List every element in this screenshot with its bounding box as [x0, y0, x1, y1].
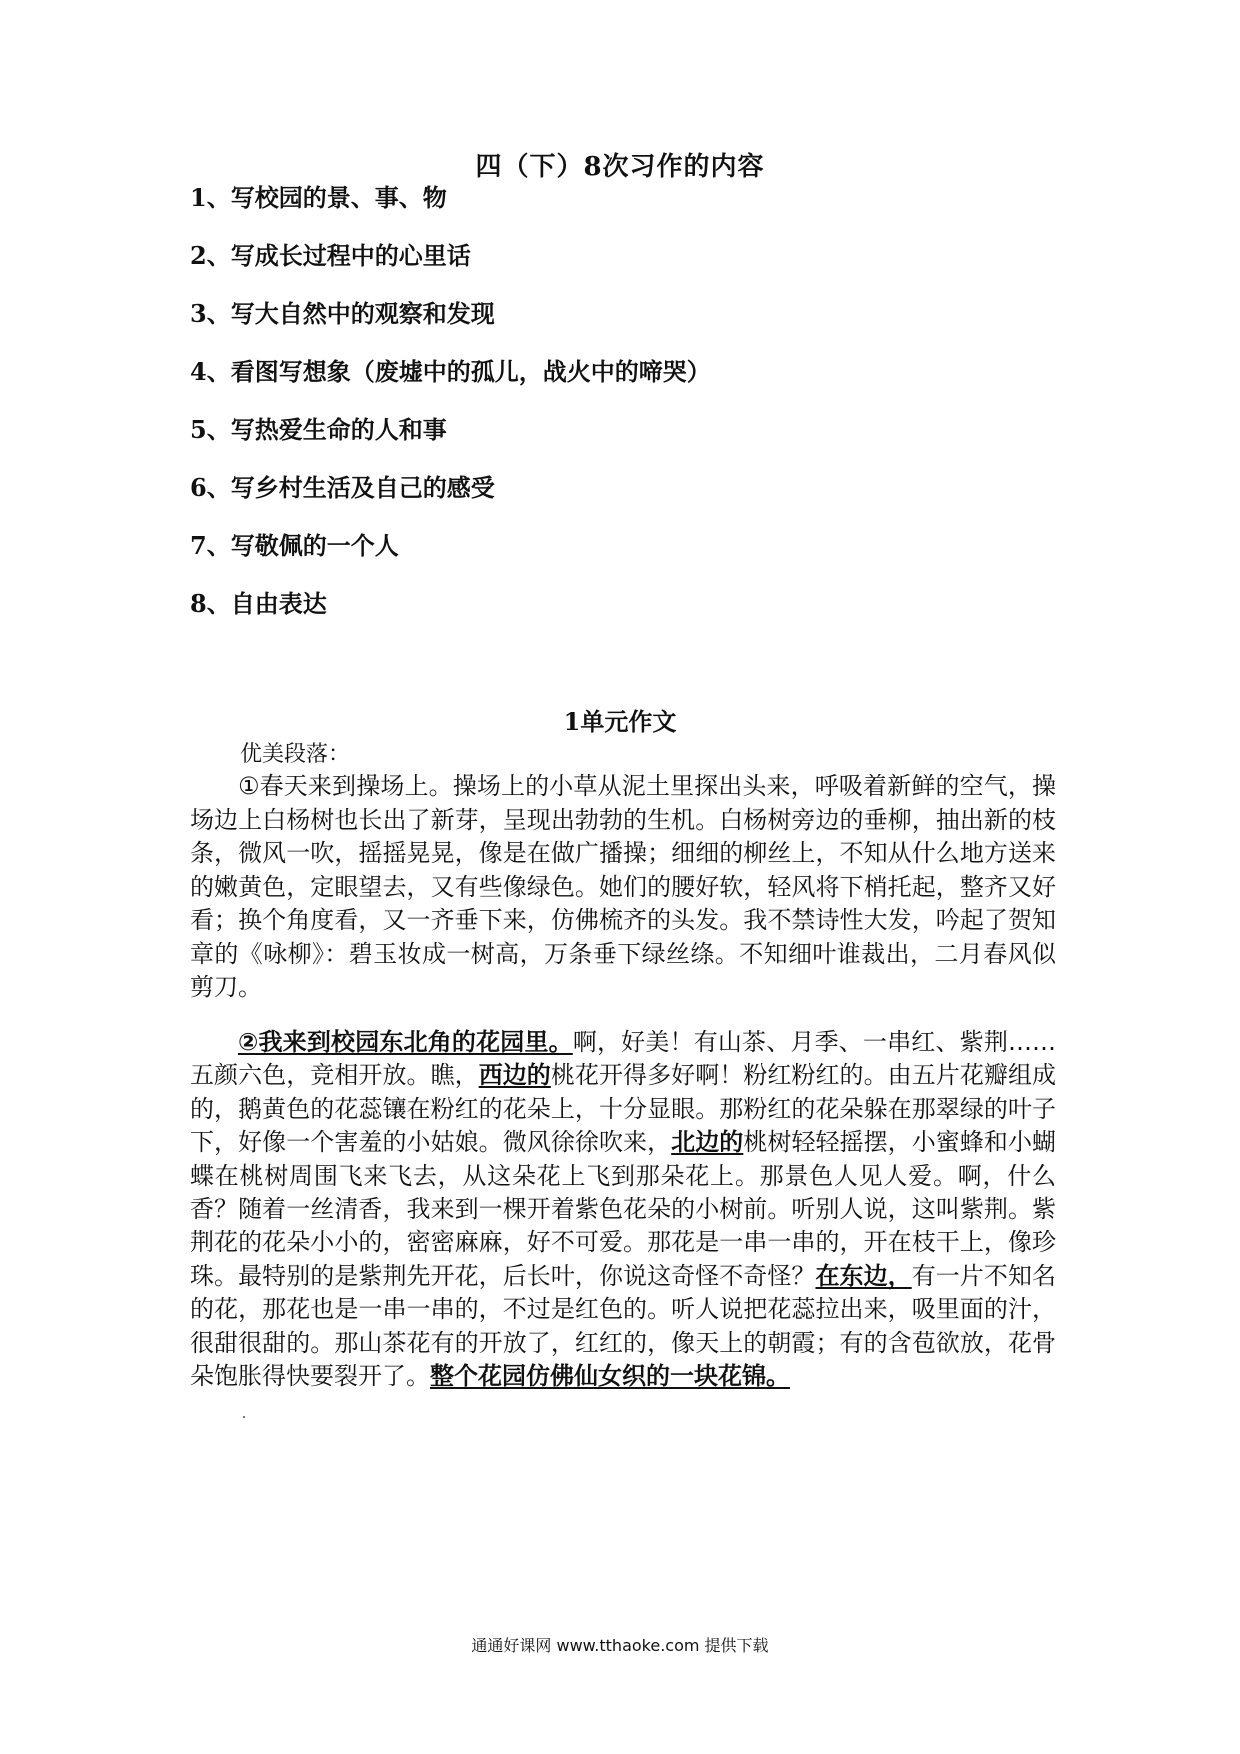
paragraph-2-text-4: 有一片不知名的花，那花也是一串一串的，不过是红色的。听人说把花蕊拉出来，吸里面的汁，很甜很甜的。那山茶花有的开放了，红红的，像天上的朝霞；有的含苞欲放，花骨朵饱胀得快要裂开了。 — [190, 1261, 1057, 1391]
highlight-sentence-closing: 整个花园仿佛仙女织的一块花锦。 — [430, 1362, 790, 1391]
scan-speck — [243, 1416, 245, 1418]
topic-item-1: 1、写校园的景、事、物 — [190, 183, 447, 212]
topic-item-7: 7、写敬佩的一个人 — [190, 531, 399, 560]
footer-credit: 通通好课网 www.tthaoke.com 提供下载 — [471, 1636, 769, 1655]
highlight-east: 在东边， — [815, 1261, 912, 1290]
topic-item-8: 8、自由表达 — [190, 589, 327, 618]
paragraph-2-text-3: 桃树轻轻摇摆，小蜜蜂和小蝴蝶在桃树周围飞来飞去，从这朵花上飞到那朵花上。那景色人见人爱。啊，什么香？随着一丝清香，我来到一棵开着紫色花朵的小树前。听别人说，这叫紫荆。紫荆花的花朵小小的，密密麻麻，好不可爱。那花是一串一串的，开在枝干上，像珍珠。最特别的是紫荆先开花，后长叶，你说这奇怪不奇怪？ — [190, 1128, 1057, 1290]
topic-item-4: 4、看图写想象（废墟中的孤儿，战火中的啼哭） — [190, 357, 711, 386]
section-label: 优美段落： — [240, 742, 351, 767]
paragraph-1: ①春天来到操场上。操场上的小草从泥土里探出头来，呼吸着新鲜的空气，操场边上白杨树也长出了新芽，呈现出勃勃的生机。白杨树旁边的垂柳，抽出新的枝条，微风一吹，摇摇晃晃，像是在做广播操；细细的柳丝上，不知从什么地方送来的嫩黄色，定眼望去，又有些像绿色。她们的腰好软，轻风将下梢托起，整齐又好看；换个角度看，又一齐垂下来，仿佛梳齐的头发。我不禁诗性大发，吟起了贺知章的《咏柳》：碧玉妆成一树高，万条垂下绿丝绦。不知细叶谁裁出，二月春风似剪刀。 — [190, 772, 1056, 1001]
highlight-west: 西边的 — [478, 1061, 551, 1090]
document-title: 四（下）8次习作的内容 — [475, 152, 765, 182]
paragraph-2-text-1: 啊，好美！有山茶、月季、一串红、紫荆……五颜六色，竞相开放。瞧， — [190, 1028, 1057, 1090]
topic-item-2: 2、写成长过程中的心里话 — [190, 241, 471, 270]
section-title: 1单元作文 — [563, 707, 677, 736]
highlight-sentence-opening: ②我来到校园东北角的花园里。 — [238, 1028, 573, 1056]
highlight-north: 北边的 — [671, 1128, 744, 1157]
paragraph-2-text-2: 桃花开得多好啊！粉红粉红的。由五片花瓣组成的，鹅黄色的花蕊镶在粉红的花朵上，十分显眼。那粉红的花朵躲在那翠绿的叶子下，好像一个害羞的小姑娘。微风徐徐吹来， — [190, 1061, 1057, 1157]
topic-item-5: 5、写热爱生命的人和事 — [190, 415, 447, 444]
paragraph-2 — [190, 1026, 1056, 1393]
topic-item-3: 3、写大自然中的观察和发现 — [190, 299, 495, 328]
topic-item-6: 6、写乡村生活及自己的感受 — [190, 473, 495, 502]
